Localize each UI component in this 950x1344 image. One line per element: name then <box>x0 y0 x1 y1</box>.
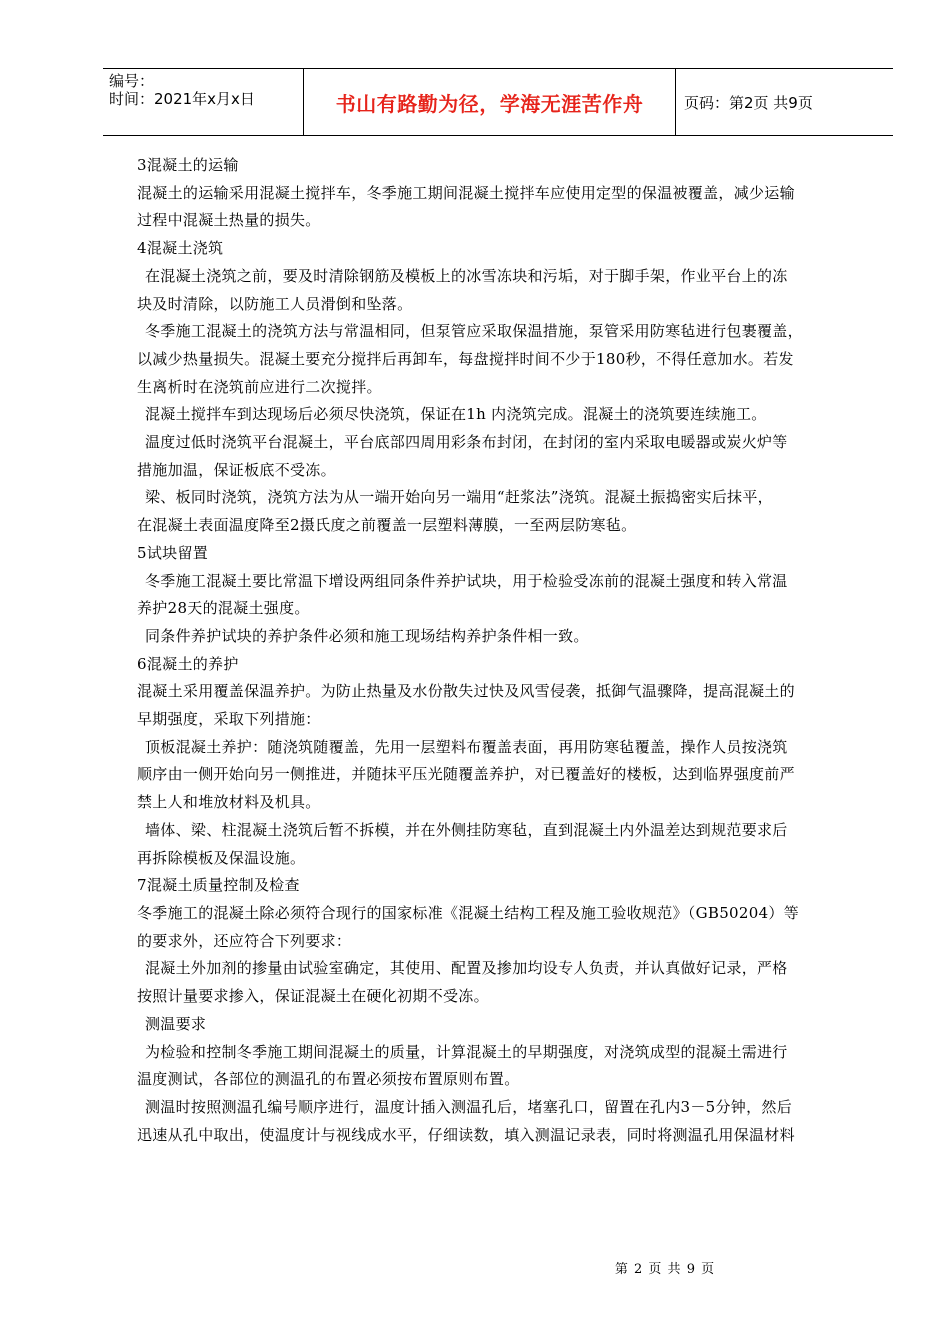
document-body <box>137 152 862 1149</box>
body-line: 3混凝土的运输 <box>137 156 239 174</box>
body-line: 梁、板同时浇筑，浇筑方法为从一端开始向另一端用“赶浆法”浇筑。混凝土振捣密实后抹平， <box>145 488 773 507</box>
body-line: 顶板混凝土养护：随浇筑随覆盖，先用一层塑料布覆盖表面，再用防寒毡覆盖，操作人员按浇筑 <box>145 737 788 756</box>
body-line: 5试块留置 <box>137 543 209 562</box>
body-line: 混凝土的运输采用混凝土搅拌车，冬季施工期间混凝土搅拌车应使用定型的保温被覆盖，减少运输 <box>137 183 795 202</box>
document-date-label: 时间：2021年x月x日 <box>109 90 255 108</box>
header-meta <box>103 69 304 135</box>
body-line: 迅速从孔中取出，使温度计与视线成水平，仔细读数，填入测温记录表，同时将测温孔用保温材料 <box>137 1125 795 1144</box>
page-footer: 第 2 页 共 9 页 <box>614 1262 716 1277</box>
page-header <box>103 68 893 136</box>
body-line: 早期强度，采取下列措施： <box>137 710 321 729</box>
body-line: 6混凝土的养护 <box>137 654 239 673</box>
body-line: 测温要求 <box>145 1014 207 1033</box>
body-line: 混凝土外加剂的掺量由试验室确定，其使用、配置及掺加均设专人负责，并认真做好记录，严格 <box>145 959 788 978</box>
document-number-label: 编号： <box>109 72 155 90</box>
body-line: 7混凝土质量控制及检查 <box>137 876 300 895</box>
body-line: 再拆除模板及保温设施。 <box>137 848 306 867</box>
body-line: 措施加温，保证板底不受冻。 <box>137 460 336 479</box>
body-line: 的要求外，还应符合下列要求： <box>137 931 352 950</box>
body-line: 养护28天的混凝土强度。 <box>137 599 310 618</box>
body-line: 墙体、梁、柱混凝土浇筑后暂不拆模，并在外侧挂防寒毡，直到混凝土内外温差达到规范要求后 <box>145 820 788 839</box>
body-line: 冬季施工混凝土要比常温下增设两组同条件养护试块，用于检验受冻前的混凝土强度和转入常温 <box>145 571 788 590</box>
body-line: 块及时清除，以防施工人员滑倒和坠落。 <box>137 294 413 313</box>
body-line: 按照计量要求掺入，保证混凝土在硬化初期不受冻。 <box>137 987 489 1006</box>
header-motto: 书山有路勤为径，学海无涯苦作舟 <box>304 69 676 135</box>
body-line: 在混凝土浇筑之前，要及时清除钢筋及模板上的冰雪冻块和污垢，对于脚手架，作业平台上的冻 <box>145 266 788 285</box>
body-line: 禁上人和堆放材料及机具。 <box>137 793 321 812</box>
body-line: 温度过低时浇筑平台混凝土，平台底部四周用彩条布封闭，在封闭的室内采取电暖器或炭火炉等 <box>145 433 788 452</box>
body-line: 同条件养护试块的养护条件必须和施工现场结构养护条件相一致。 <box>145 626 589 645</box>
body-line: 冬季施工混凝土的浇筑方法与常温相同，但泵管应采取保温措施，泵管采用防寒毡进行包裹覆盖， <box>145 322 803 341</box>
body-line: 在混凝土表面温度降至2摄氏度之前覆盖一层塑料薄膜，一至两层防寒毡。 <box>137 516 637 535</box>
body-line: 测温时按照测温孔编号顺序进行，温度计插入测温孔后，堵塞孔口，留置在孔内3－5分钟，然后 <box>145 1097 792 1116</box>
body-line: 为检验和控制冬季施工期间混凝土的质量，计算混凝土的早期强度，对浇筑成型的混凝土需进行 <box>145 1042 788 1061</box>
body-line: 温度测试，各部位的测温孔的布置必须按布置原则布置。 <box>137 1070 520 1089</box>
body-line: 混凝土采用覆盖保温养护。为防止热量及水份散失过快及风雪侵袭，抵御气温骤降，提高混凝土的 <box>137 682 795 701</box>
body-line: 4混凝土浇筑 <box>137 239 224 258</box>
body-line: 生离析时在浇筑前应进行二次搅拌。 <box>137 377 382 396</box>
header-page-info: 页码：第2页 共9页 <box>684 93 813 112</box>
body-line: 顺序由一侧开始向另一侧推进，并随抹平压光随覆盖养护，对已覆盖好的楼板，达到临界强度前严 <box>137 765 795 784</box>
body-line: 过程中混凝土热量的损失。 <box>137 211 321 230</box>
body-line: 以减少热量损失。混凝土要充分搅拌后再卸车，每盘搅拌时间不少于180秒，不得任意加水。若发 <box>137 349 794 368</box>
body-line: 混凝土搅拌车到达现场后必须尽快浇筑，保证在1h 内浇筑完成。混凝土的浇筑要连续施工。 <box>145 405 767 424</box>
body-line: 冬季施工的混凝土除必须符合现行的国家标准《混凝土结构工程及施工验收规范》（GB50204）等 <box>137 903 800 922</box>
